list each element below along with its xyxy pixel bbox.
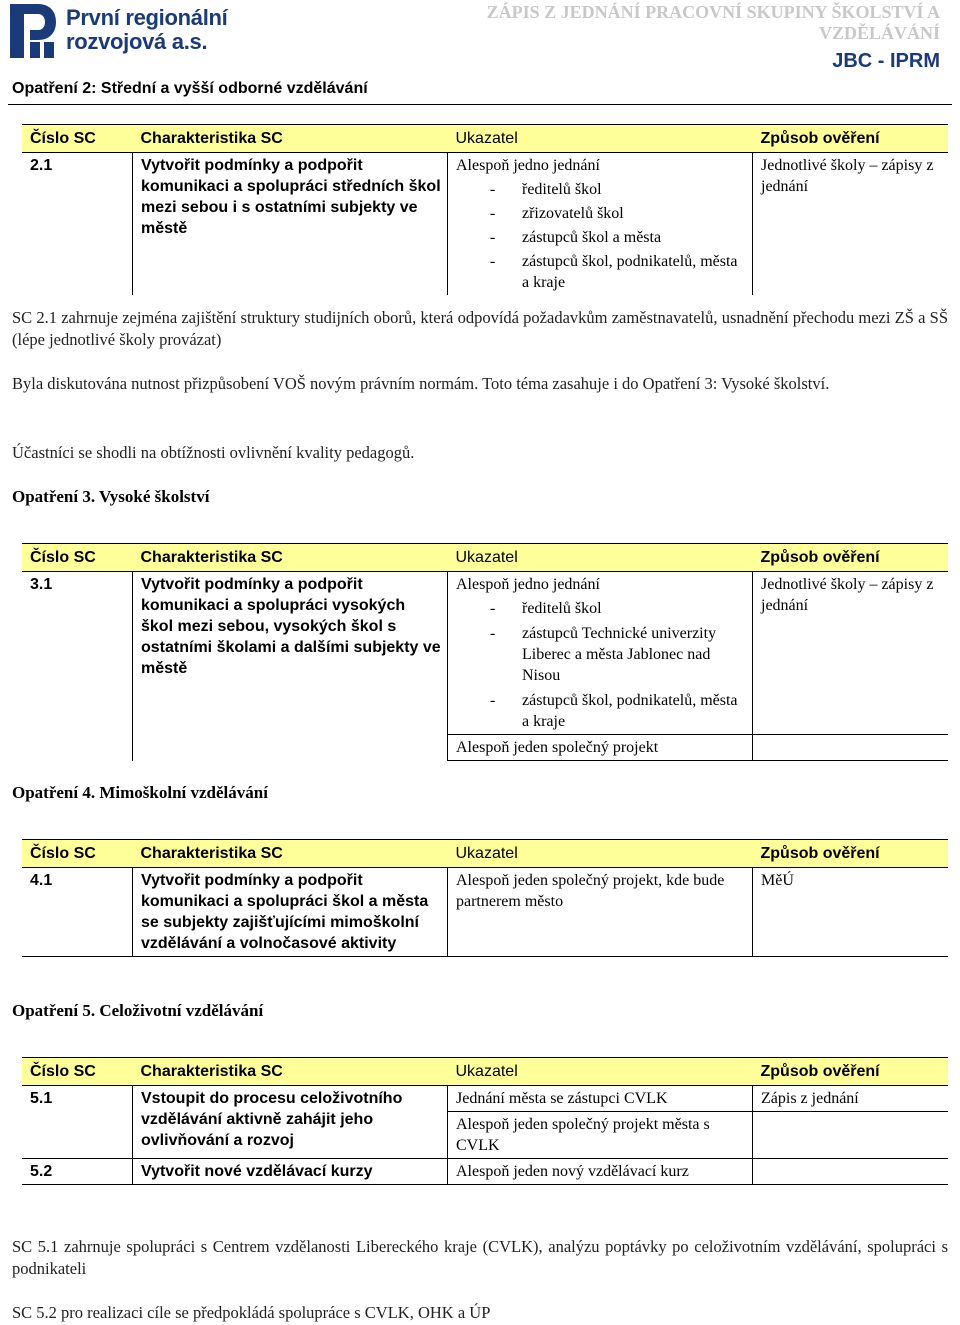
sc-description: Vytvořit nové vzdělávací kurzy xyxy=(133,1159,448,1185)
logo-text-line2: rozvojová a.s. xyxy=(66,29,208,54)
table-header-row xyxy=(22,840,948,868)
paragraph: SC 5.1 zahrnuje spolupráci s Centrem vzdělanosti Libereckého kraje (CVLK), analýzu poptávky po celoživotním vzdělávání, spolupráci s podnikateli xyxy=(12,1237,948,1278)
col-cislo: Číslo SC xyxy=(22,840,133,868)
company-logo-icon xyxy=(8,2,60,60)
section5-title: Opatření 5. Celoživotní vzdělávání xyxy=(12,1001,264,1020)
indicator-list xyxy=(456,179,746,293)
col-charakteristika: Charakteristika SC xyxy=(133,1058,448,1086)
indicator-intro: Alespoň jedno jednání xyxy=(456,576,600,593)
list-item: - zástupců škol, podnikatelů, města a kraje xyxy=(484,690,746,732)
sc-number: 2.1 xyxy=(30,157,53,174)
col-zpusob: Způsob ověření xyxy=(753,544,949,572)
table-row xyxy=(22,572,948,735)
sc-description: Vytvořit podmínky a podpořit komunikaci a spolupráci středních škol mezi sebou i s ostatními subjekty ve městě xyxy=(133,153,448,296)
table-header-row xyxy=(22,125,948,153)
sc-indicator: Jednání města se zástupci CVLK xyxy=(448,1086,753,1112)
col-charakteristika: Charakteristika SC xyxy=(133,544,448,572)
col-ukazatel: Ukazatel xyxy=(448,1058,753,1086)
section4-title: Opatření 4. Mimoškolní vzdělávání xyxy=(12,783,268,802)
list-item: - zřizovatelů škol xyxy=(484,203,746,224)
sc-indicator: Alespoň jeden společný projekt, kde bude partnerem město xyxy=(448,868,753,957)
sc-description: Vytvořit podmínky a podpořit komunikaci a spolupráci škol a města se subjekty zajišťujícími mimoškolní vzdělávání a volnočasové aktivity xyxy=(133,868,448,957)
header-divider xyxy=(8,104,952,105)
paragraph: Byla diskutována nutnost přizpůsobení VOŠ novým právním normám. Toto téma zasahuje i do Opatření 3: Vysoké školství. xyxy=(12,374,830,393)
sc-number: 3.1 xyxy=(30,576,53,593)
sc-indicator: Alespoň jeden společný projekt města s CVLK xyxy=(448,1112,753,1159)
logo-text-line1: První regionální xyxy=(66,5,228,30)
table-section3 xyxy=(22,543,948,761)
col-ukazatel: Ukazatel xyxy=(448,544,753,572)
indicator-intro: Alespoň jedno jednání xyxy=(456,157,600,174)
sc-number: 5.2 xyxy=(22,1159,133,1185)
table-section5 xyxy=(22,1057,948,1185)
col-cislo: Číslo SC xyxy=(22,1058,133,1086)
sc-number: 5.1 xyxy=(30,1090,53,1107)
col-ukazatel: Ukazatel xyxy=(448,125,753,153)
table-header-row xyxy=(22,1058,948,1086)
list-item: - zástupců Technické univerzity Liberec a města Jablonec nad Nisou xyxy=(484,623,746,686)
section3-title: Opatření 3. Vysoké školství xyxy=(12,487,210,506)
col-charakteristika: Charakteristika SC xyxy=(133,840,448,868)
col-zpusob: Způsob ověření xyxy=(753,125,949,153)
indicator-list xyxy=(456,598,746,732)
paragraph: SC 5.2 pro realizaci cíle se předpokládá spolupráce s CVLK, OHK a ÚP xyxy=(12,1303,491,1322)
table-row xyxy=(22,1086,948,1112)
sc-indicator-extra: Alespoň jeden společný projekt xyxy=(448,735,753,761)
paragraph: SC 2.1 zahrnuje zejména zajištění struktury studijních oborů, která odpovídá požadavkům zaměstnavatelů, usnadnění přechodu mezi ZŠ a SŠ (lépe jednotlivé školy provázat) xyxy=(12,308,948,349)
document-title: ZÁPIS Z JEDNÁNÍ PRACOVNÍ SKUPINY ŠKOLSTVÍ A VZDĚLÁVÁNÍ xyxy=(486,2,940,43)
table-section2 xyxy=(22,124,948,295)
sc-indicator xyxy=(448,153,753,296)
sc-number: 4.1 xyxy=(22,868,133,957)
col-ukazatel: Ukazatel xyxy=(448,840,753,868)
sc-indicator xyxy=(448,572,753,735)
sc-verification: Zápis z jednání xyxy=(761,1090,859,1107)
sc-verification-empty xyxy=(753,735,949,761)
sc-description: Vytvořit podmínky a podpořit komunikaci a spolupráci vysokých škol mezi sebou, vysokých škol s ostatními školami a dalšími subjekty ve městě xyxy=(133,572,448,761)
table-row xyxy=(22,153,948,296)
list-item: - zástupců škol, podnikatelů, města a kraje xyxy=(484,251,746,293)
list-item: - ředitelů škol xyxy=(484,598,746,619)
col-cislo: Číslo SC xyxy=(22,125,133,153)
table-header-row xyxy=(22,544,948,572)
sc-verification: MěÚ xyxy=(753,868,949,957)
paragraph: Účastníci se shodli na obtížnosti ovlivnění kvality pedagogů. xyxy=(12,443,415,462)
col-cislo: Číslo SC xyxy=(22,544,133,572)
col-charakteristika: Charakteristika SC xyxy=(133,125,448,153)
list-item: - ředitelů škol xyxy=(484,179,746,200)
section2-title: Opatření 2: Střední a vyšší odborné vzdělávání xyxy=(12,80,368,97)
sc-verification xyxy=(753,1159,949,1185)
table-row xyxy=(22,1159,948,1185)
table-row xyxy=(22,868,948,957)
list-item: - zástupců škol a města xyxy=(484,227,746,248)
col-zpusob: Způsob ověření xyxy=(753,840,949,868)
col-zpusob: Způsob ověření xyxy=(753,1058,949,1086)
document-code: JBC - IPRM xyxy=(832,50,940,72)
sc-verification-empty xyxy=(753,1112,949,1159)
table-section4 xyxy=(22,839,948,957)
sc-indicator: Alespoň jeden nový vzdělávací kurz xyxy=(448,1159,753,1185)
sc-verification: Jednotlivé školy – zápisy z jednání xyxy=(761,157,934,195)
sc-description: Vstoupit do procesu celoživotního vzdělávání aktivně zahájit jeho ovlivňování a rozvoj xyxy=(133,1086,448,1159)
sc-verification: Jednotlivé školy – zápisy z jednání xyxy=(761,576,934,614)
